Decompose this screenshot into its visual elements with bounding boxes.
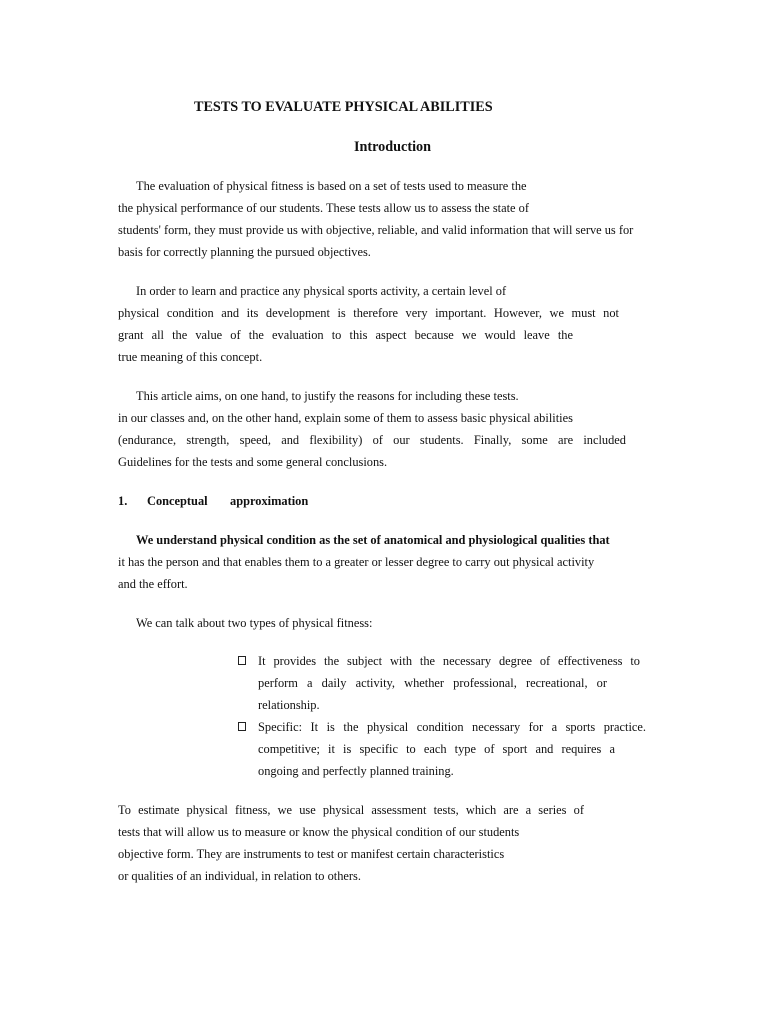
paragraph-1-line: students' form, they must provide us with objective, reliable, and valid information that will serve us for (118, 223, 634, 237)
checkbox-icon (238, 656, 246, 665)
paragraph-3-line: (endurance, strength, speed, and flexibility) of our students. Finally, some are included (118, 433, 626, 447)
introduction-heading: Introduction (354, 139, 431, 155)
paragraph-1-line: The evaluation of physical fitness is based on a set of tests used to measure the (136, 179, 527, 193)
paragraph-6-line: or qualities of an individual, in relation to others. (118, 869, 361, 883)
section-title-word: Conceptual (147, 494, 208, 508)
list-item-line: ongoing and perfectly planned training. (258, 764, 454, 778)
list-item-line: relationship. (258, 698, 320, 712)
paragraph-4-line: it has the person and that enables them to a greater or lesser degree to carry out physical activity (118, 555, 595, 569)
paragraph-3-line: in our classes and, on the other hand, explain some of them to assess basic physical abilities (118, 411, 573, 425)
paragraph-6-line: tests that will allow us to measure or know the physical condition of our students (118, 825, 520, 839)
paragraph-3-line: Guidelines for the tests and some general conclusions. (118, 455, 388, 469)
paragraph-2-line: grant all the value of the evaluation to this aspect because we would leave the (118, 328, 573, 342)
document-title: TESTS TO EVALUATE PHYSICAL ABILITIES (194, 99, 493, 115)
paragraph-4-line: We understand physical condition as the set of anatomical and physiological qualities that (136, 533, 610, 547)
list-item-line: perform a daily activity, whether professional, recreational, or (258, 676, 607, 690)
paragraph-2-line: In order to learn and practice any physical sports activity, a certain level of (136, 284, 507, 298)
paragraph-4-line: and the effort. (118, 577, 188, 591)
paragraph-2-line: true meaning of this concept. (118, 350, 263, 364)
paragraph-1-line: the physical performance of our students. These tests allow us to assess the state of (118, 201, 529, 215)
paragraph-1-line: basis for correctly planning the pursued objectives. (118, 245, 371, 259)
list-item-line: It provides the subject with the necessary degree of effectiveness to (258, 654, 640, 668)
paragraph-2-line: physical condition and its development is therefore very important. However, we must not (118, 306, 619, 320)
checkbox-icon (238, 722, 246, 731)
paragraph-3-line: This article aims, on one hand, to justify the reasons for including these tests. (136, 389, 519, 403)
paragraph-6-line: To estimate physical fitness, we use physical assessment tests, which are a series of (118, 803, 584, 817)
list-item-line: Specific: It is the physical condition necessary for a sports practice. (258, 720, 646, 734)
paragraph-6-line: objective form. They are instruments to test or manifest certain characteristics (118, 847, 505, 861)
list-item-line: competitive; it is specific to each type of sport and requires a (258, 742, 615, 756)
section-number: 1. (118, 494, 128, 508)
section-title-word: approximation (230, 494, 309, 508)
paragraph-5: We can talk about two types of physical fitness: (136, 616, 373, 630)
